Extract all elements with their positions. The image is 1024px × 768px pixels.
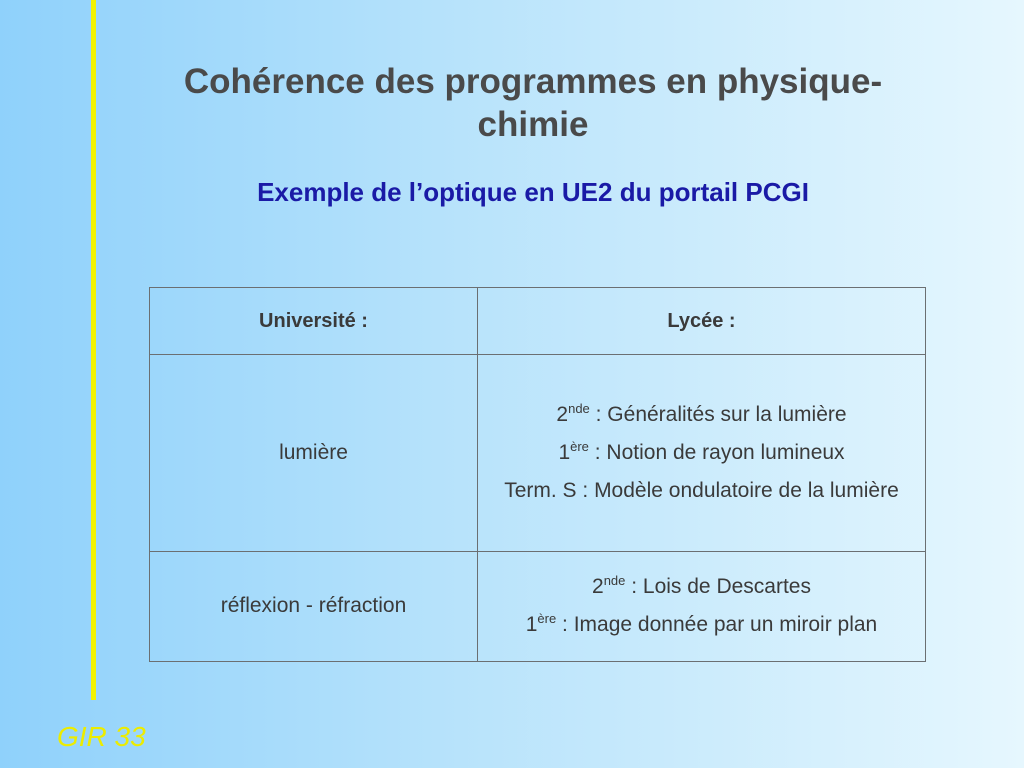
lycee-line xyxy=(488,438,915,468)
cell-universite: réflexion - réfraction xyxy=(150,551,478,661)
line-text: : Image donnée par un miroir plan xyxy=(556,613,878,637)
table-row xyxy=(150,551,926,661)
line-level: 1 xyxy=(558,440,571,464)
line-sup: nde xyxy=(568,400,590,416)
accent-bar xyxy=(91,0,96,700)
line-level: Term. S xyxy=(504,478,577,502)
line-text: : Lois de Descartes xyxy=(625,575,811,599)
line-level: 2 xyxy=(592,575,604,599)
lycee-line xyxy=(488,476,915,506)
line-level: 1 xyxy=(525,613,538,637)
cell-lycee xyxy=(478,551,926,661)
line-text: : Généralités sur la lumière xyxy=(589,402,847,426)
line-sup: ère xyxy=(537,611,557,627)
line-text: : Modèle ondulatoire de la lumière xyxy=(576,478,899,502)
comparison-table xyxy=(149,287,926,662)
table-row xyxy=(150,355,926,552)
table-header-row xyxy=(150,288,926,355)
footer-label: GIR 33 xyxy=(57,721,146,752)
lycee-line xyxy=(488,400,915,430)
line-level: 2 xyxy=(556,402,569,426)
lycee-line xyxy=(488,610,915,640)
header-lycee: Lycée : xyxy=(478,288,926,355)
line-sup: nde xyxy=(603,573,626,589)
cell-universite: lumière xyxy=(150,355,478,552)
slide-title: Cohérence des programmes en physique-chimie xyxy=(183,62,883,144)
line-sup: ère xyxy=(570,438,589,454)
cell-lycee xyxy=(478,355,926,552)
header-universite: Université : xyxy=(150,288,478,355)
slide-subtitle: Exemple de l’optique en UE2 du portail PCGI xyxy=(257,177,809,207)
line-text: : Notion de rayon lumineux xyxy=(588,440,845,464)
lycee-line xyxy=(488,572,915,602)
